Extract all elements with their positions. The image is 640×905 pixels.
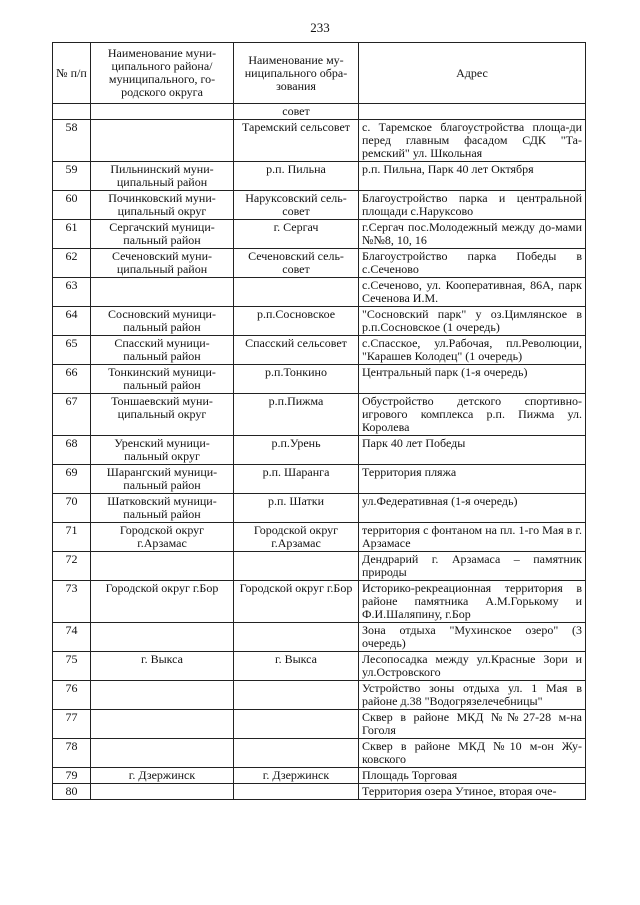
header-district: Наименование муни-ципального района/ муниципального, го-родского округа [91,43,234,104]
cell-district: Тонкинский муници-пальный район [91,365,234,394]
cell-address: с. Таремское благоустройства площа-ди перед главным фасадом СДК "Та-ремский" ул. Школьная [359,120,586,162]
cell-address: Устройство зоны отдыха ул. 1 Мая в районе д.38 "Водогрязелечебницы" [359,681,586,710]
cell-address: Обустройство детского спортивно-игрового комплекса р.п. Пижма ул. Королева [359,394,586,436]
table-row [53,739,586,768]
cell-number: 61 [53,220,91,249]
cell-number: 72 [53,552,91,581]
cell-number: 67 [53,394,91,436]
registry-table [52,42,586,800]
cell-district: Городской округ г.Бор [91,581,234,623]
cell-formation: р.п. Пильна [234,162,359,191]
cell-formation: Таремский сельсовет [234,120,359,162]
cell-number: 60 [53,191,91,220]
cell-address: Лесопосадка между ул.Красные Зори и ул.Островского [359,652,586,681]
table-row [53,220,586,249]
cell-district [91,120,234,162]
cell-address: Территория озера Утиное, вторая оче- [359,784,586,800]
table-row [53,784,586,800]
table-row [53,623,586,652]
cell-address: ул.Федеративная (1-я очередь) [359,494,586,523]
cell-number: 70 [53,494,91,523]
cell-address: Историко-рекреационная территория в районе памятника А.М.Горькому и Ф.И.Шаляпину, г.Бор [359,581,586,623]
table-row [53,710,586,739]
table-row [53,581,586,623]
cell-number: 66 [53,365,91,394]
cell-formation [234,623,359,652]
page-number: 233 [310,20,330,35]
cell-district: Сеченовский муни-ципальный район [91,249,234,278]
cell-address: Зона отдыха "Мухинское озеро" (3 очередь) [359,623,586,652]
cell-formation: Сеченовский сель-совет [234,249,359,278]
table-row [53,249,586,278]
cell-formation: р.п.Тонкино [234,365,359,394]
cell-address: Парк 40 лет Победы [359,436,586,465]
cell-district [91,739,234,768]
cell-district [91,681,234,710]
cell-address: р.п. Пильна, Парк 40 лет Октября [359,162,586,191]
cell-number: 62 [53,249,91,278]
table-header-row [53,43,586,104]
cell-address [359,104,586,120]
cell-number: 74 [53,623,91,652]
table-row [53,336,586,365]
cell-number: 79 [53,768,91,784]
cell-address: Территория пляжа [359,465,586,494]
cell-district [91,784,234,800]
cell-address: территория с фонтаном на пл. 1-го Мая в г. Арзамасе [359,523,586,552]
table-row-continuation [53,104,586,120]
cell-address: Центральный парк (1-я очередь) [359,365,586,394]
cell-number [53,104,91,120]
table-row [53,191,586,220]
cell-district: Уренский муници-пальный округ [91,436,234,465]
cell-address: "Сосновский парк" у оз.Цимлянское в р.п.Сосновское (1 очередь) [359,307,586,336]
table-row [53,162,586,191]
table-row [53,120,586,162]
cell-district [91,278,234,307]
cell-district: Пильнинский муни-ципальный район [91,162,234,191]
cell-formation: р.п.Сосновское [234,307,359,336]
cell-district: Городской округ г.Арзамас [91,523,234,552]
table-row [53,681,586,710]
cell-district: Спасский муници-пальный район [91,336,234,365]
table-row [53,652,586,681]
cell-formation [234,710,359,739]
table-row [53,307,586,336]
cell-formation [234,681,359,710]
cell-district: г. Выкса [91,652,234,681]
cell-number: 76 [53,681,91,710]
cell-number: 59 [53,162,91,191]
table-row [53,365,586,394]
cell-address: с.Сеченово, ул. Кооперативная, 86А, парк Сеченова И.М. [359,278,586,307]
cell-number: 75 [53,652,91,681]
table-row [53,523,586,552]
cell-district: г. Дзержинск [91,768,234,784]
cell-number: 68 [53,436,91,465]
table-row [53,465,586,494]
cell-district: Шатковский муници-пальный район [91,494,234,523]
cell-address: Сквер в районе МКД №№27-28 м-на Гоголя [359,710,586,739]
cell-formation [234,739,359,768]
cell-formation: Городской округ г.Арзамас [234,523,359,552]
cell-address: Площадь Торговая [359,768,586,784]
table-row [53,494,586,523]
table-row [53,552,586,581]
header-formation: Наименование му-ниципального обра-зования [234,43,359,104]
cell-district [91,623,234,652]
cell-number: 63 [53,278,91,307]
cell-formation: Наруксовский сель-совет [234,191,359,220]
cell-number: 69 [53,465,91,494]
cell-formation: Спасский сельсовет [234,336,359,365]
cell-formation: Городской округ г.Бор [234,581,359,623]
cell-formation: р.п.Пижма [234,394,359,436]
cell-formation: р.п.Урень [234,436,359,465]
cell-address: Благоустройство парка Победы в с.Сеченово [359,249,586,278]
cell-formation: совет [234,104,359,120]
cell-district [91,104,234,120]
header-number: № п/п [53,43,91,104]
cell-formation: г. Дзержинск [234,768,359,784]
cell-district [91,552,234,581]
cell-district: Сергачский муници-пальный район [91,220,234,249]
header-address: Адрес [359,43,586,104]
cell-district: Починковский муни-ципальный округ [91,191,234,220]
cell-district [91,710,234,739]
table-row [53,278,586,307]
cell-number: 64 [53,307,91,336]
cell-address: Благоустройство парка и центральной площади с.Наруксово [359,191,586,220]
cell-district: Тоншаевский муни-ципальный округ [91,394,234,436]
cell-formation: р.п. Шатки [234,494,359,523]
cell-number: 73 [53,581,91,623]
table-row [53,768,586,784]
cell-district: Шарангский муници-пальный район [91,465,234,494]
cell-formation [234,784,359,800]
cell-formation: р.п. Шаранга [234,465,359,494]
cell-address: Сквер в районе МКД №10 м-он Жу-ковского [359,739,586,768]
cell-address: г.Сергач пос.Молодежный между до-мами №№8, 10, 16 [359,220,586,249]
cell-number: 77 [53,710,91,739]
table-row [53,436,586,465]
cell-formation: г. Выкса [234,652,359,681]
cell-address: с.Спасское, ул.Рабочая, пл.Революции, "Карашев Колодец" (1 очередь) [359,336,586,365]
cell-number: 65 [53,336,91,365]
cell-formation [234,552,359,581]
table-row [53,394,586,436]
table-body [53,104,586,800]
cell-formation: г. Сергач [234,220,359,249]
cell-number: 71 [53,523,91,552]
cell-formation [234,278,359,307]
cell-district: Сосновский муници-пальный район [91,307,234,336]
cell-number: 80 [53,784,91,800]
cell-number: 78 [53,739,91,768]
cell-number: 58 [53,120,91,162]
cell-address: Дендрарий г. Арзамаса – памятник природы [359,552,586,581]
